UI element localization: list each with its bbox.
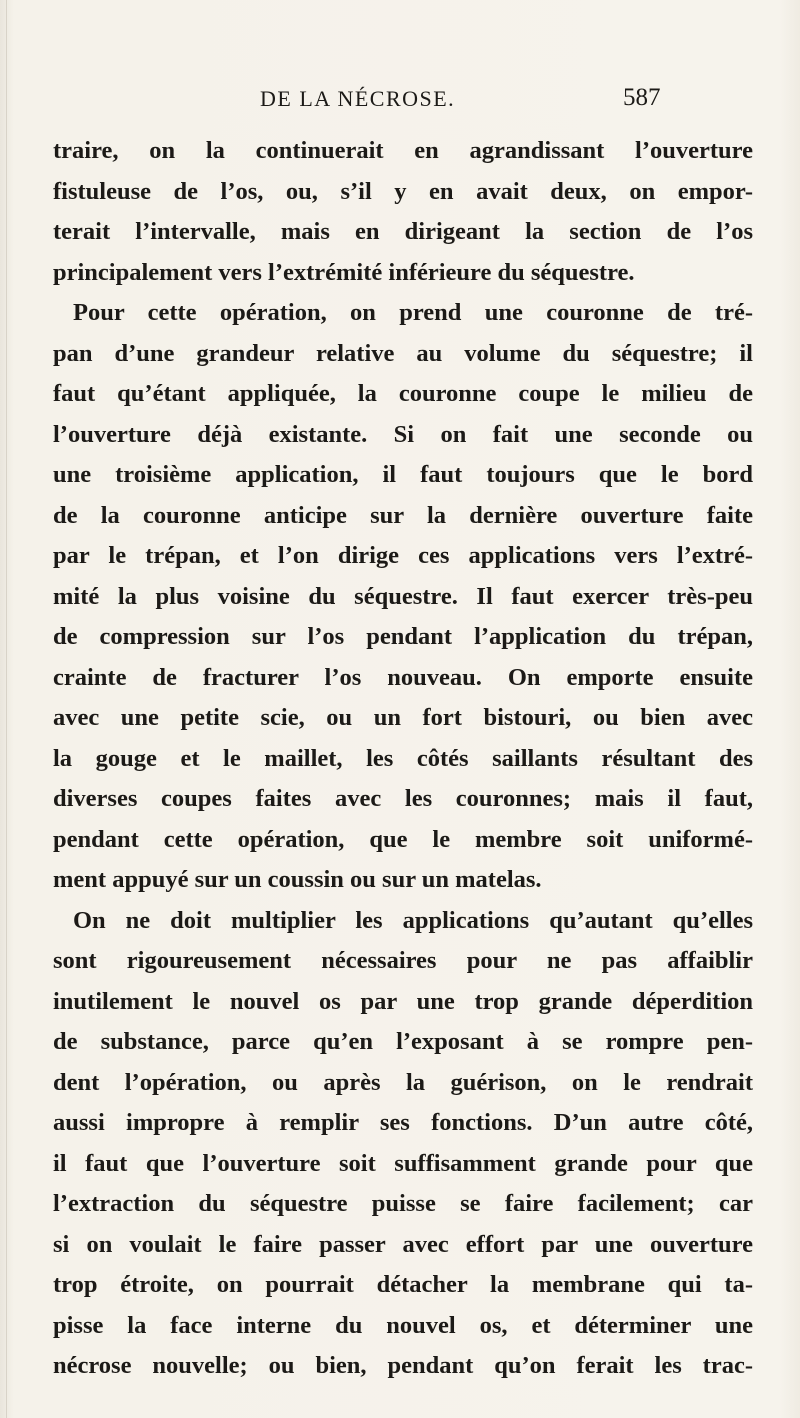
text-line: pisse la face interne du nouvel os, et déterminer une bbox=[53, 1311, 753, 1339]
text-line: pendant cette opération, que le membre soit uniformé- bbox=[53, 825, 753, 853]
text-line: trop étroite, on pourrait détacher la membrane qui ta- bbox=[53, 1271, 753, 1298]
text-line: nécrose nouvelle; ou bien, pendant qu’on ferait les trac- bbox=[53, 1352, 753, 1379]
text-line: principalement vers l’extrémité inférieure du séquestre. bbox=[53, 258, 635, 286]
paragraph-start-line: Pour cette opération, on prend une couronne de tré- bbox=[73, 299, 753, 326]
text-line: traire, on la continuerait en agrandissant l’ouverture bbox=[53, 137, 753, 164]
text-line: de compression sur l’os pendant l’application du trépan, bbox=[53, 623, 753, 650]
text-line: la gouge et le maillet, les côtés saillants résultant des bbox=[53, 744, 753, 772]
text-line: diverses coupes faites avec les couronnes; mais il faut, bbox=[53, 785, 753, 812]
page-number: 587 bbox=[623, 84, 661, 111]
text-line: inutilement le nouvel os par une trop grande déperdition bbox=[53, 987, 753, 1015]
text-line: avec une petite scie, ou un fort bistouri, ou bien avec bbox=[53, 704, 753, 731]
text-line: si on voulait le faire passer avec effort par une ouverture bbox=[53, 1230, 753, 1258]
text-line: par le trépan, et l’on dirige ces applications vers l’extré- bbox=[53, 542, 753, 569]
text-line: ment appuyé sur un coussin ou sur un matelas. bbox=[53, 866, 542, 893]
body-text bbox=[53, 131, 753, 1387]
text-line: l’extraction du séquestre puisse se faire facilement; car bbox=[53, 1190, 753, 1217]
text-line: dent l’opération, ou après la guérison, on le rendrait bbox=[53, 1068, 753, 1096]
text-line: faut qu’étant appliquée, la couronne coupe le milieu de bbox=[53, 380, 753, 407]
running-head bbox=[0, 84, 800, 120]
page-gutter bbox=[6, 0, 7, 1418]
text-line: pan d’une grandeur relative au volume du séquestre; il bbox=[53, 339, 753, 367]
text-line: crainte de fracturer l’os nouveau. On emporte ensuite bbox=[53, 663, 753, 691]
running-head-title: DE LA NÉCROSE. bbox=[260, 86, 456, 111]
text-line: mité la plus voisine du séquestre. Il faut exercer très-peu bbox=[53, 582, 753, 610]
text-line: l’ouverture déjà existante. Si on fait une seconde ou bbox=[53, 420, 753, 448]
text-line: sont rigoureusement nécessaires pour ne pas affaiblir bbox=[53, 947, 753, 974]
text-line: terait l’intervalle, mais en dirigeant la section de l’os bbox=[53, 218, 753, 245]
text-line: il faut que l’ouverture soit suffisamment grande pour que bbox=[53, 1149, 753, 1177]
text-line: aussi impropre à remplir ses fonctions. D’un autre côté, bbox=[53, 1109, 753, 1136]
paragraph-start-line: On ne doit multiplier les applications qu’autant qu’elles bbox=[73, 906, 753, 934]
text-line: fistuleuse de l’os, ou, s’il y en avait deux, on empor- bbox=[53, 177, 753, 205]
text-line: de la couronne anticipe sur la dernière ouverture faite bbox=[53, 501, 753, 529]
text-line: de substance, parce qu’en l’exposant à se rompre pen- bbox=[53, 1028, 753, 1055]
text-line: une troisième application, il faut toujours que le bord bbox=[53, 461, 753, 488]
